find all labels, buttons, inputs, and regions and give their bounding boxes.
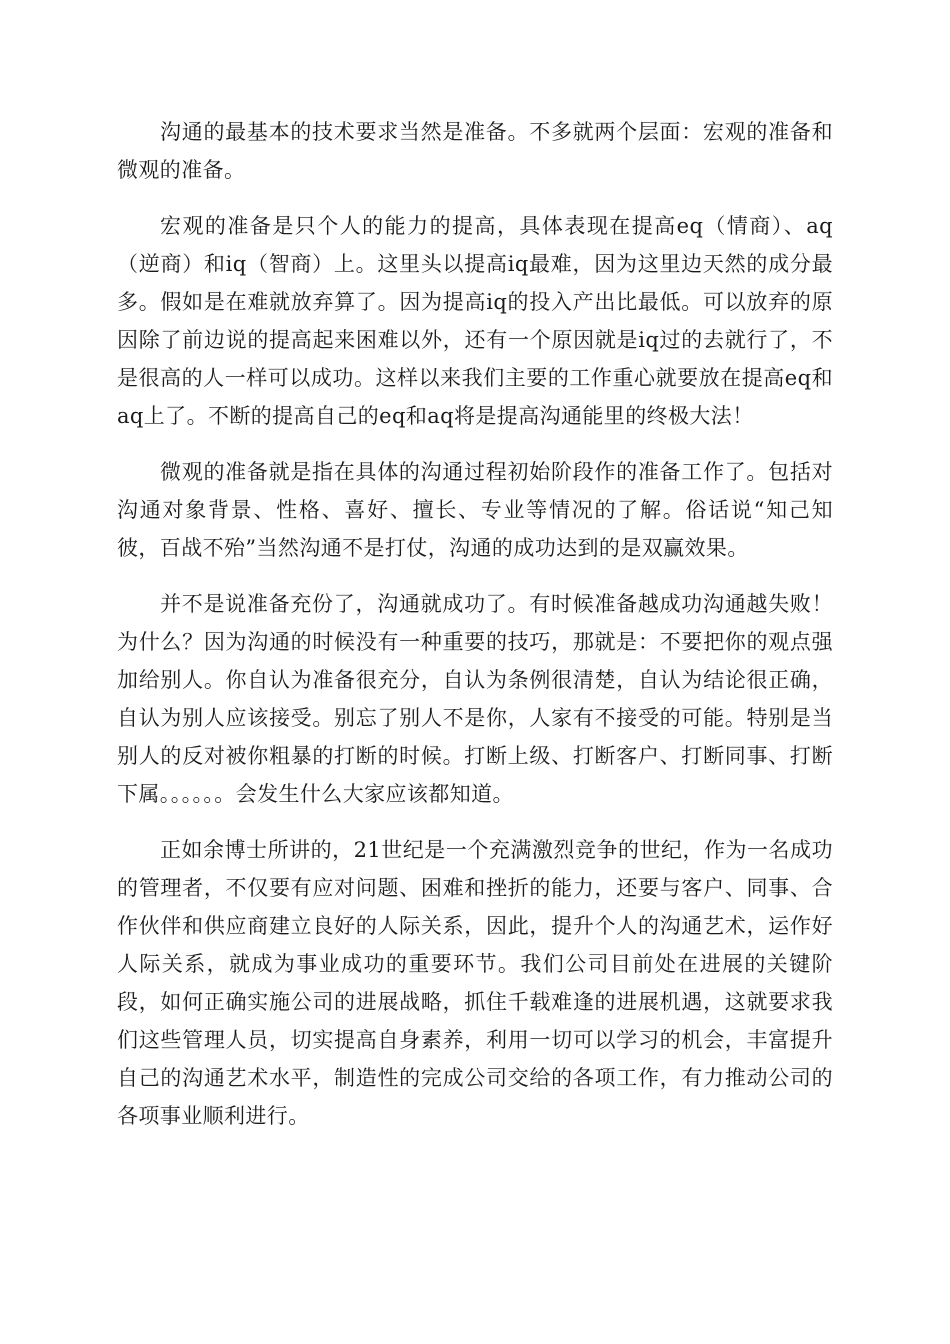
paragraph-communication-skill: 并不是说准备充份了，沟通就成功了。有时候准备越成功沟通越失败！为什么？因为沟通的时候没有一种重要的技巧，那就是：不要把你的观点强加给别人。你自认为准备很充分，自认为条例很清楚，自认为结论很正确，自认为别人应该接受。别忘了别人不是你，人家有不接受的可能。特别是当别人的反对被你粗暴的打断的时候。打断上级、打断客户、打断同事、打断下属。。。。。。会发生什么大家应该都知道。 xyxy=(117,592,833,806)
paragraph-conclusion: 正如余博士所讲的，21世纪是一个充满激烈竞争的世纪，作为一名成功的管理者，不仅要有应对问题、困难和挫折的能力，还要与客户、同事、合作伙伴和供应商建立良好的人际关系，因此，提升个人的沟通艺术，运作好人际关系，就成为事业成功的重要环节。我们公司目前处在进展的关键阶段，如何正确实施公司的进展战略，抓住千载难逢的进展机遇，这就要求我们这些管理人员，切实提高自身素养，利用一切可以学习的机会，丰富提升自己的沟通艺术水平，制造性的完成公司交给的各项工作，有力推动公司的各项事业顺利进行。 xyxy=(117,838,833,1128)
paragraph-preparation-overview: 沟通的最基本的技术要求当然是准备。不多就两个层面：宏观的准备和微观的准备。 xyxy=(117,120,833,182)
document-body xyxy=(117,113,833,1153)
paragraph-macro-preparation: 宏观的准备是只个人的能力的提高，具体表现在提高eq（情商）、aq（逆商）和iq（智商）上。这里头以提高iq最难，因为这里边天然的成分最多。假如是在难就放弃算了。因为提高iq的投入产出比最低。可以放弃的原因除了前边说的提高起来困难以外，还有一个原因就是iq过的去就行了，不是很高的人一样可以成功。这样以来我们主要的工作重心就要放在提高eq和aq上了。不断的提高自己的eq和aq将是提高沟通能里的终极大法！ xyxy=(117,214,833,428)
paragraph-micro-preparation: 微观的准备就是指在具体的沟通过程初始阶段作的准备工作了。包括对沟通对象背景、性格、喜好、擅长、专业等情况的了解。俗话说“知己知彼，百战不殆”当然沟通不是打仗，沟通的成功达到的是双赢效果。 xyxy=(117,460,833,560)
